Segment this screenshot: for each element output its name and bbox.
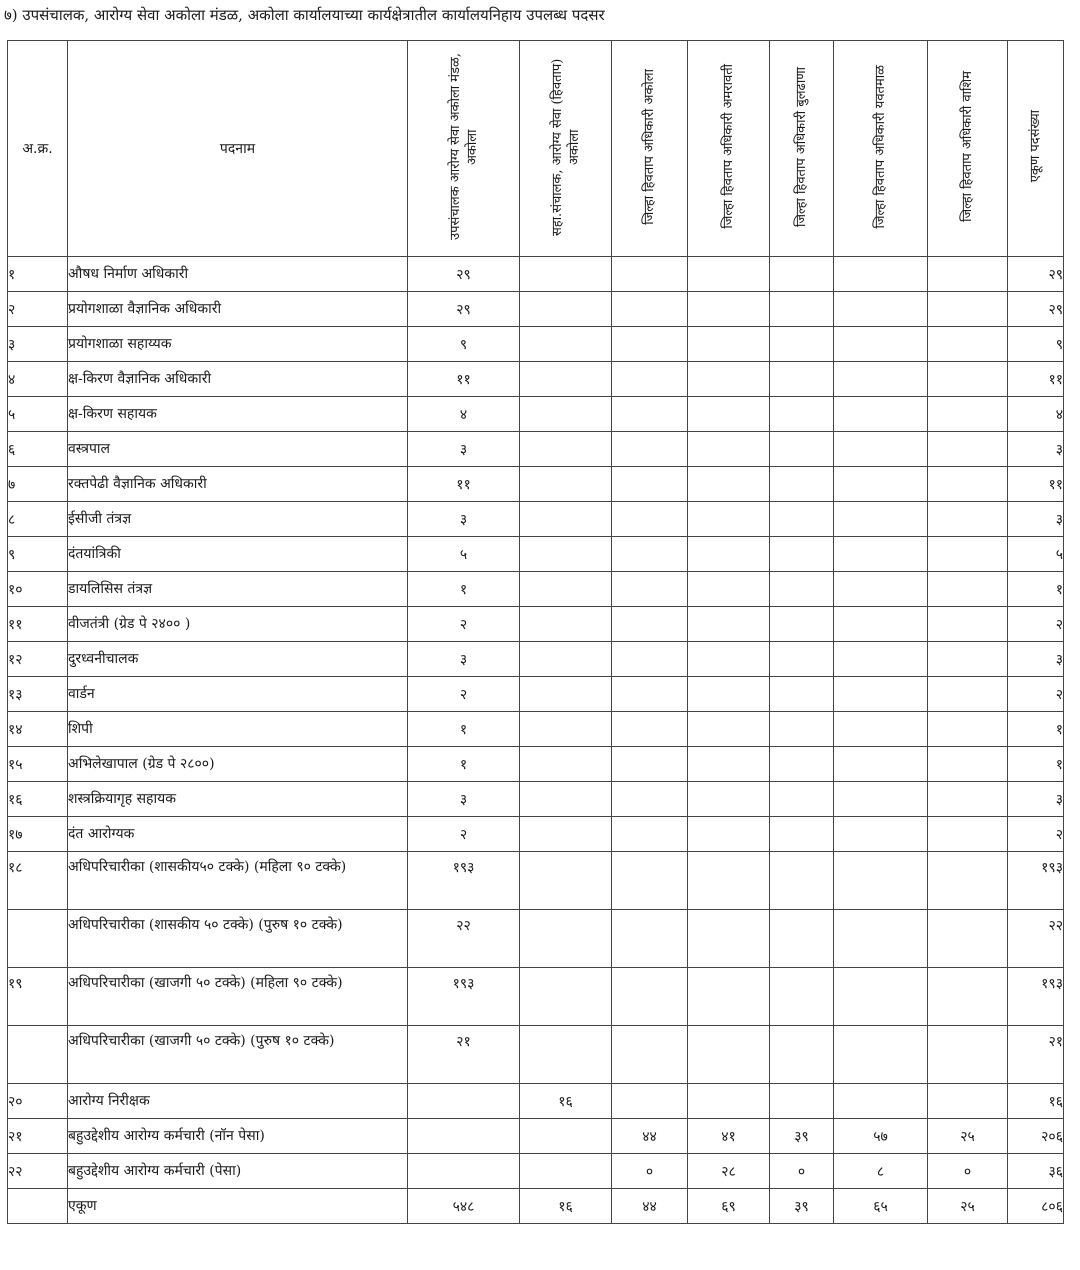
row-count-c1 bbox=[408, 1154, 520, 1189]
row-designation: प्रयोगशाळा सहाय्यक bbox=[68, 327, 408, 362]
table-row bbox=[8, 607, 1064, 642]
header-dmo-amravati bbox=[688, 41, 770, 257]
row-count-c6 bbox=[834, 642, 928, 677]
header-total-posts-label: एकूण पदसंख्या bbox=[1028, 110, 1043, 183]
row-count-c5 bbox=[770, 572, 834, 607]
row-count-c5: ३९ bbox=[770, 1119, 834, 1154]
row-serial: २२ bbox=[8, 1154, 68, 1189]
row-serial: १३ bbox=[8, 677, 68, 712]
row-count-c3 bbox=[612, 292, 688, 327]
table-row bbox=[8, 642, 1064, 677]
row-count-c5 bbox=[770, 712, 834, 747]
row-count-c5 bbox=[770, 782, 834, 817]
row-designation: क्ष-किरण वैज्ञानिक अधिकारी bbox=[68, 362, 408, 397]
header-designation: पदनाम bbox=[68, 41, 408, 257]
row-designation: शस्त्रक्रियागृह सहायक bbox=[68, 782, 408, 817]
row-count-c3 bbox=[612, 1026, 688, 1084]
row-count-c1: २९ bbox=[408, 257, 520, 292]
row-count-c3: ० bbox=[612, 1154, 688, 1189]
row-count-c2 bbox=[520, 257, 612, 292]
row-count-c1: ३ bbox=[408, 642, 520, 677]
row-count-c4 bbox=[688, 572, 770, 607]
row-count-c2: १६ bbox=[520, 1189, 612, 1224]
row-count-c2 bbox=[520, 968, 612, 1026]
row-count-c4 bbox=[688, 910, 770, 968]
row-count-c4 bbox=[688, 467, 770, 502]
row-count-c1: १९३ bbox=[408, 968, 520, 1026]
row-count-c1 bbox=[408, 1084, 520, 1119]
row-count-c7: २५ bbox=[928, 1119, 1008, 1154]
row-total: ३ bbox=[1008, 782, 1064, 817]
row-count-c5 bbox=[770, 362, 834, 397]
row-count-c1: २ bbox=[408, 607, 520, 642]
header-asst-director-malaria bbox=[520, 41, 612, 257]
table-row bbox=[8, 1189, 1064, 1224]
row-serial: ११ bbox=[8, 607, 68, 642]
row-designation: वार्डन bbox=[68, 677, 408, 712]
row-count-c2 bbox=[520, 817, 612, 852]
row-count-c2 bbox=[520, 467, 612, 502]
row-count-c1: २ bbox=[408, 677, 520, 712]
row-count-c3 bbox=[612, 257, 688, 292]
row-count-c4: २८ bbox=[688, 1154, 770, 1189]
row-count-c4 bbox=[688, 257, 770, 292]
row-count-c4 bbox=[688, 782, 770, 817]
row-count-c1 bbox=[408, 1119, 520, 1154]
row-count-c1: ५ bbox=[408, 537, 520, 572]
row-count-c4 bbox=[688, 327, 770, 362]
table-row bbox=[8, 747, 1064, 782]
row-designation: ईसीजी तंत्रज्ञ bbox=[68, 502, 408, 537]
row-count-c3 bbox=[612, 968, 688, 1026]
row-count-c4 bbox=[688, 1026, 770, 1084]
row-count-c7 bbox=[928, 432, 1008, 467]
row-count-c2 bbox=[520, 502, 612, 537]
row-count-c5 bbox=[770, 1026, 834, 1084]
row-total: १ bbox=[1008, 712, 1064, 747]
row-count-c1: ११ bbox=[408, 362, 520, 397]
row-count-c5 bbox=[770, 537, 834, 572]
row-serial bbox=[8, 1189, 68, 1224]
row-count-c1: ९ bbox=[408, 327, 520, 362]
row-count-c4 bbox=[688, 362, 770, 397]
row-count-c1: १ bbox=[408, 572, 520, 607]
row-count-c7 bbox=[928, 362, 1008, 397]
row-serial: १९ bbox=[8, 968, 68, 1026]
row-count-c4 bbox=[688, 642, 770, 677]
header-serial: अ.क्र. bbox=[8, 41, 68, 257]
row-count-c4 bbox=[688, 292, 770, 327]
row-count-c7 bbox=[928, 1084, 1008, 1119]
row-count-c6 bbox=[834, 712, 928, 747]
row-count-c7: ० bbox=[928, 1154, 1008, 1189]
row-count-c1: ३ bbox=[408, 782, 520, 817]
row-count-c2 bbox=[520, 1119, 612, 1154]
row-serial bbox=[8, 910, 68, 968]
row-count-c7 bbox=[928, 712, 1008, 747]
table-row bbox=[8, 968, 1064, 1026]
row-serial: १४ bbox=[8, 712, 68, 747]
row-count-c5 bbox=[770, 397, 834, 432]
row-count-c2 bbox=[520, 607, 612, 642]
row-count-c4 bbox=[688, 1084, 770, 1119]
row-count-c7 bbox=[928, 782, 1008, 817]
table-row bbox=[8, 677, 1064, 712]
row-count-c3 bbox=[612, 397, 688, 432]
row-count-c4 bbox=[688, 852, 770, 910]
table-row bbox=[8, 362, 1064, 397]
row-count-c6 bbox=[834, 910, 928, 968]
row-count-c6 bbox=[834, 607, 928, 642]
row-total: १९३ bbox=[1008, 968, 1064, 1026]
header-total-posts bbox=[1008, 41, 1064, 257]
row-count-c1: २१ bbox=[408, 1026, 520, 1084]
row-count-c4 bbox=[688, 432, 770, 467]
row-designation: प्रयोगशाळा वैज्ञानिक अधिकारी bbox=[68, 292, 408, 327]
row-count-c6 bbox=[834, 968, 928, 1026]
table-heading: ७) उपसंचालक, आरोग्य सेवा अकोला मंडळ, अकोला कार्यालयाच्या कार्यक्षेत्रातील कार्यालयनिहाय उपलब्ध पदसर bbox=[4, 6, 605, 24]
row-count-c5 bbox=[770, 502, 834, 537]
row-count-c3 bbox=[612, 607, 688, 642]
row-total: २९ bbox=[1008, 257, 1064, 292]
row-count-c3: ४४ bbox=[612, 1189, 688, 1224]
row-count-c6 bbox=[834, 572, 928, 607]
row-total: २९ bbox=[1008, 292, 1064, 327]
row-count-c1: ३ bbox=[408, 502, 520, 537]
table-row bbox=[8, 1026, 1064, 1084]
row-total: २ bbox=[1008, 607, 1064, 642]
table-row bbox=[8, 1154, 1064, 1189]
row-count-c7 bbox=[928, 852, 1008, 910]
table-row bbox=[8, 852, 1064, 910]
row-designation: दुरध्वनीचालक bbox=[68, 642, 408, 677]
row-count-c2 bbox=[520, 537, 612, 572]
table-row bbox=[8, 432, 1064, 467]
row-count-c5 bbox=[770, 852, 834, 910]
row-count-c3 bbox=[612, 712, 688, 747]
row-count-c6 bbox=[834, 362, 928, 397]
row-count-c4 bbox=[688, 712, 770, 747]
row-count-c6: ५७ bbox=[834, 1119, 928, 1154]
row-designation: वीजतंत्री (ग्रेड पे २४०० ) bbox=[68, 607, 408, 642]
row-count-c3 bbox=[612, 782, 688, 817]
row-count-c7 bbox=[928, 467, 1008, 502]
row-count-c2 bbox=[520, 292, 612, 327]
row-count-c2 bbox=[520, 747, 612, 782]
row-count-c7 bbox=[928, 642, 1008, 677]
header-asst-director-malaria-label: सहा.संचालक, आरोग्य सेवा (हिवताप) अकोला bbox=[549, 57, 582, 236]
row-serial: २ bbox=[8, 292, 68, 327]
row-count-c2 bbox=[520, 1026, 612, 1084]
row-count-c2 bbox=[520, 782, 612, 817]
row-count-c1: १ bbox=[408, 747, 520, 782]
row-count-c5 bbox=[770, 1084, 834, 1119]
row-count-c6 bbox=[834, 1084, 928, 1119]
row-designation: अधिपरिचारीका (शासकीय ५० टक्के) (पुरुष १० टक्के) bbox=[68, 910, 408, 968]
table-row bbox=[8, 910, 1064, 968]
row-designation: बहुउद्देशीय आरोग्य कर्मचारी (पेसा) bbox=[68, 1154, 408, 1189]
table-row bbox=[8, 292, 1064, 327]
row-count-c6 bbox=[834, 257, 928, 292]
row-designation: डायलिसिस तंत्रज्ञ bbox=[68, 572, 408, 607]
row-count-c1: ३ bbox=[408, 432, 520, 467]
row-total: ३ bbox=[1008, 502, 1064, 537]
table-row bbox=[8, 817, 1064, 852]
row-total: ३ bbox=[1008, 642, 1064, 677]
row-count-c7 bbox=[928, 537, 1008, 572]
row-serial: १५ bbox=[8, 747, 68, 782]
row-count-c1: ४ bbox=[408, 397, 520, 432]
row-count-c5 bbox=[770, 642, 834, 677]
row-designation: औषध निर्माण अधिकारी bbox=[68, 257, 408, 292]
header-dmo-akola-label: जिल्हा हिवताप अधिकारी अकोला bbox=[642, 68, 657, 225]
row-count-c3 bbox=[612, 327, 688, 362]
row-count-c7 bbox=[928, 572, 1008, 607]
header-dmo-washim bbox=[928, 41, 1008, 257]
row-count-c6 bbox=[834, 1026, 928, 1084]
row-total: ९ bbox=[1008, 327, 1064, 362]
row-count-c1: ११ bbox=[408, 467, 520, 502]
row-designation: क्ष-किरण सहायक bbox=[68, 397, 408, 432]
header-dmo-buldhana-label: जिल्हा हिवताप अधिकारी बुलढाणा bbox=[794, 66, 809, 227]
header-dmo-yavatmal bbox=[834, 41, 928, 257]
row-serial: २० bbox=[8, 1084, 68, 1119]
row-count-c5: ३९ bbox=[770, 1189, 834, 1224]
header-dmo-amravati-label: जिल्हा हिवताप अधिकारी अमरावती bbox=[721, 64, 736, 229]
row-count-c6 bbox=[834, 817, 928, 852]
row-total: २ bbox=[1008, 817, 1064, 852]
row-count-c6 bbox=[834, 537, 928, 572]
row-serial: ७ bbox=[8, 467, 68, 502]
row-designation: बहुउद्देशीय आरोग्य कर्मचारी (नॉन पेसा) bbox=[68, 1119, 408, 1154]
row-total: १ bbox=[1008, 572, 1064, 607]
row-count-c4 bbox=[688, 537, 770, 572]
row-count-c3 bbox=[612, 642, 688, 677]
row-designation: दंत आरोग्यक bbox=[68, 817, 408, 852]
row-count-c7 bbox=[928, 397, 1008, 432]
row-serial bbox=[8, 1026, 68, 1084]
row-count-c5 bbox=[770, 968, 834, 1026]
row-count-c7 bbox=[928, 968, 1008, 1026]
row-designation: वस्त्रपाल bbox=[68, 432, 408, 467]
row-count-c7 bbox=[928, 292, 1008, 327]
row-count-c5 bbox=[770, 607, 834, 642]
row-serial: १२ bbox=[8, 642, 68, 677]
row-count-c6 bbox=[834, 502, 928, 537]
row-total: २२ bbox=[1008, 910, 1064, 968]
row-serial: ४ bbox=[8, 362, 68, 397]
row-count-c5 bbox=[770, 292, 834, 327]
table-row bbox=[8, 467, 1064, 502]
row-count-c2 bbox=[520, 362, 612, 397]
row-total: १ bbox=[1008, 747, 1064, 782]
row-serial: १८ bbox=[8, 852, 68, 910]
row-serial: १० bbox=[8, 572, 68, 607]
table-row bbox=[8, 327, 1064, 362]
row-count-c2 bbox=[520, 910, 612, 968]
header-dmo-yavatmal-label: जिल्हा हिवताप अधिकारी यवतमाळ bbox=[873, 64, 888, 229]
row-count-c7 bbox=[928, 327, 1008, 362]
row-count-c4 bbox=[688, 747, 770, 782]
row-count-c2 bbox=[520, 397, 612, 432]
row-serial: ९ bbox=[8, 537, 68, 572]
row-total: २१ bbox=[1008, 1026, 1064, 1084]
row-total: २ bbox=[1008, 677, 1064, 712]
row-serial: ३ bbox=[8, 327, 68, 362]
header-dmo-akola bbox=[612, 41, 688, 257]
table-row bbox=[8, 397, 1064, 432]
row-count-c7 bbox=[928, 747, 1008, 782]
row-count-c6 bbox=[834, 327, 928, 362]
row-designation: एकूण bbox=[68, 1189, 408, 1224]
row-count-c3 bbox=[612, 817, 688, 852]
header-dmo-buldhana bbox=[770, 41, 834, 257]
row-count-c1: २ bbox=[408, 817, 520, 852]
row-total: ३ bbox=[1008, 432, 1064, 467]
row-total: १९३ bbox=[1008, 852, 1064, 910]
table-row bbox=[8, 1084, 1064, 1119]
row-count-c5 bbox=[770, 817, 834, 852]
row-count-c5 bbox=[770, 467, 834, 502]
row-count-c2: १६ bbox=[520, 1084, 612, 1119]
row-count-c3 bbox=[612, 677, 688, 712]
row-serial: १६ bbox=[8, 782, 68, 817]
row-count-c6 bbox=[834, 747, 928, 782]
row-designation: अधिपरिचारीका (शासकीय५० टक्के) (महिला ९० टक्के) bbox=[68, 852, 408, 910]
row-serial: ८ bbox=[8, 502, 68, 537]
row-count-c3 bbox=[612, 747, 688, 782]
row-count-c7 bbox=[928, 257, 1008, 292]
posts-table bbox=[7, 40, 1064, 1224]
header-row bbox=[8, 41, 1064, 257]
row-count-c4 bbox=[688, 817, 770, 852]
row-count-c1: १ bbox=[408, 712, 520, 747]
row-count-c3 bbox=[612, 467, 688, 502]
row-count-c3 bbox=[612, 537, 688, 572]
table-row bbox=[8, 572, 1064, 607]
row-count-c6 bbox=[834, 782, 928, 817]
row-count-c3 bbox=[612, 362, 688, 397]
row-count-c2 bbox=[520, 677, 612, 712]
row-count-c5: ० bbox=[770, 1154, 834, 1189]
row-designation: अधिपरिचारीका (खाजगी ५० टक्के) (पुरुष १० टक्के) bbox=[68, 1026, 408, 1084]
row-count-c6 bbox=[834, 467, 928, 502]
row-count-c7 bbox=[928, 607, 1008, 642]
row-count-c5 bbox=[770, 747, 834, 782]
row-count-c4 bbox=[688, 968, 770, 1026]
row-count-c4: ४१ bbox=[688, 1119, 770, 1154]
row-count-c4 bbox=[688, 397, 770, 432]
row-total: १६ bbox=[1008, 1084, 1064, 1119]
row-count-c3 bbox=[612, 502, 688, 537]
row-serial: ५ bbox=[8, 397, 68, 432]
row-count-c7 bbox=[928, 502, 1008, 537]
row-count-c3: ४४ bbox=[612, 1119, 688, 1154]
row-count-c7 bbox=[928, 817, 1008, 852]
row-total: ११ bbox=[1008, 467, 1064, 502]
row-total: ११ bbox=[1008, 362, 1064, 397]
row-count-c1: २२ bbox=[408, 910, 520, 968]
header-dmo-washim-label: जिल्हा हिवताप अधिकारी वाशिम bbox=[960, 71, 975, 222]
table-row bbox=[8, 537, 1064, 572]
row-serial: ६ bbox=[8, 432, 68, 467]
header-deputy-director-akola bbox=[408, 41, 520, 257]
table-row bbox=[8, 257, 1064, 292]
header-deputy-director-akola-label: उपसंचालक आरोग्य सेवा अकोला मंडळ, अकोला bbox=[447, 53, 480, 240]
row-count-c2 bbox=[520, 712, 612, 747]
row-count-c4: ६९ bbox=[688, 1189, 770, 1224]
row-count-c2 bbox=[520, 1154, 612, 1189]
row-serial: १ bbox=[8, 257, 68, 292]
row-count-c5 bbox=[770, 432, 834, 467]
row-total: ४ bbox=[1008, 397, 1064, 432]
table-row bbox=[8, 782, 1064, 817]
table-row bbox=[8, 502, 1064, 537]
row-count-c6 bbox=[834, 852, 928, 910]
row-count-c6: ६५ bbox=[834, 1189, 928, 1224]
row-count-c3 bbox=[612, 1084, 688, 1119]
row-designation: दंतयांत्रिकी bbox=[68, 537, 408, 572]
row-count-c3 bbox=[612, 572, 688, 607]
row-total: ८०६ bbox=[1008, 1189, 1064, 1224]
row-total: २०६ bbox=[1008, 1119, 1064, 1154]
row-designation: अभिलेखापाल (ग्रेड पे २८००) bbox=[68, 747, 408, 782]
row-count-c6 bbox=[834, 397, 928, 432]
row-serial: २१ bbox=[8, 1119, 68, 1154]
row-count-c7 bbox=[928, 1026, 1008, 1084]
row-count-c3 bbox=[612, 852, 688, 910]
row-count-c3 bbox=[612, 432, 688, 467]
row-count-c2 bbox=[520, 852, 612, 910]
row-count-c6 bbox=[834, 292, 928, 327]
row-count-c2 bbox=[520, 432, 612, 467]
row-count-c5 bbox=[770, 910, 834, 968]
row-count-c5 bbox=[770, 257, 834, 292]
row-count-c1: १९३ bbox=[408, 852, 520, 910]
row-count-c6 bbox=[834, 432, 928, 467]
row-designation: अधिपरिचारीका (खाजगी ५० टक्के) (महिला ९० टक्के) bbox=[68, 968, 408, 1026]
row-count-c2 bbox=[520, 642, 612, 677]
row-count-c2 bbox=[520, 572, 612, 607]
table-row bbox=[8, 712, 1064, 747]
row-total: ५ bbox=[1008, 537, 1064, 572]
table-row bbox=[8, 1119, 1064, 1154]
row-count-c7 bbox=[928, 910, 1008, 968]
row-count-c5 bbox=[770, 327, 834, 362]
row-count-c4 bbox=[688, 502, 770, 537]
row-count-c1: ५४८ bbox=[408, 1189, 520, 1224]
row-designation: शिपी bbox=[68, 712, 408, 747]
row-count-c7 bbox=[928, 677, 1008, 712]
row-count-c5 bbox=[770, 677, 834, 712]
row-total: ३६ bbox=[1008, 1154, 1064, 1189]
row-count-c3 bbox=[612, 910, 688, 968]
row-count-c6: ८ bbox=[834, 1154, 928, 1189]
row-designation: रक्तपेढी वैज्ञानिक अधिकारी bbox=[68, 467, 408, 502]
row-count-c1: २९ bbox=[408, 292, 520, 327]
row-count-c7: २५ bbox=[928, 1189, 1008, 1224]
row-count-c4 bbox=[688, 607, 770, 642]
row-count-c6 bbox=[834, 677, 928, 712]
row-count-c2 bbox=[520, 327, 612, 362]
row-count-c4 bbox=[688, 677, 770, 712]
row-designation: आरोग्य निरीक्षक bbox=[68, 1084, 408, 1119]
row-serial: १७ bbox=[8, 817, 68, 852]
